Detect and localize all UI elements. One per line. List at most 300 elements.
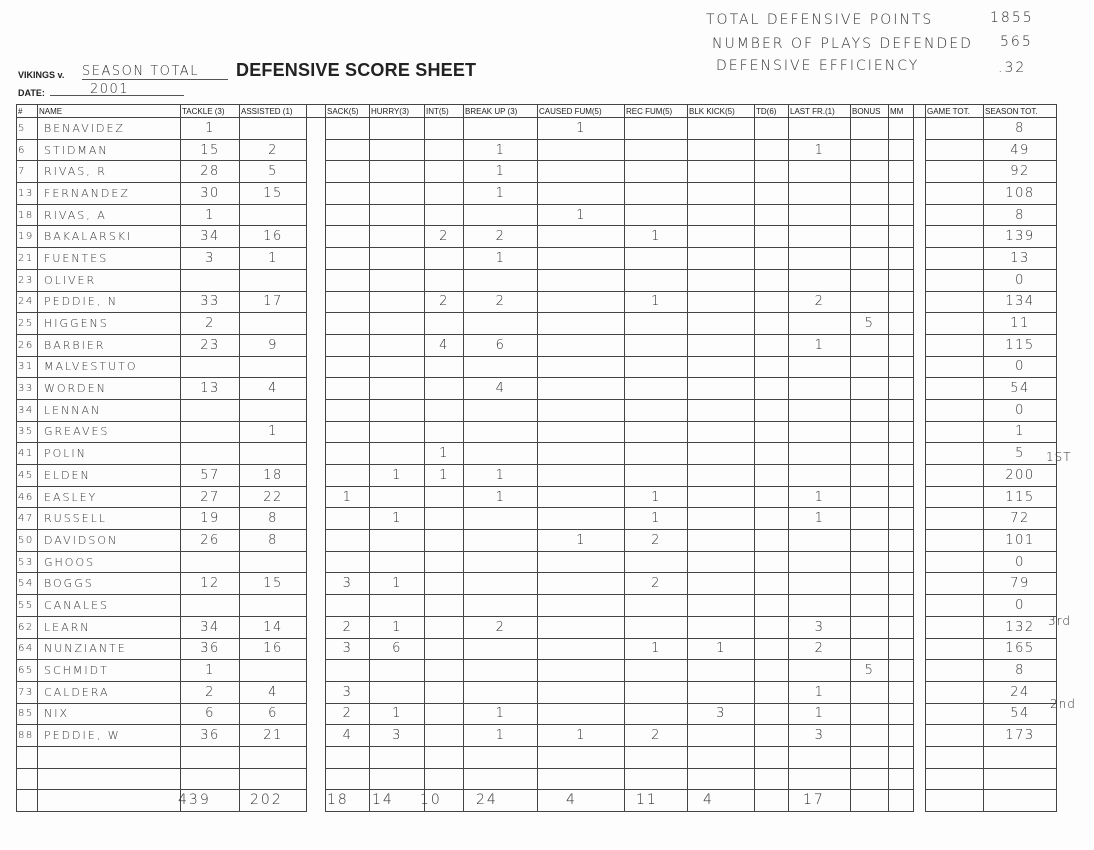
table-cell: 50 <box>17 530 38 552</box>
table-cell <box>240 204 307 226</box>
table-cell: 26 <box>17 334 38 356</box>
table-cell <box>425 161 464 183</box>
table-cell: HIGGENS <box>38 313 181 335</box>
table-cell <box>425 703 464 725</box>
table-cell <box>914 291 926 313</box>
table-cell <box>307 139 326 161</box>
table-cell <box>370 399 425 421</box>
table-cell <box>851 291 889 313</box>
table-cell <box>851 183 889 205</box>
table-cell <box>889 356 914 378</box>
table-cell: 101 <box>984 530 1057 552</box>
table-cell <box>851 204 889 226</box>
table-cell <box>755 595 789 617</box>
table-row <box>17 746 1057 768</box>
table-cell <box>326 248 370 270</box>
table-cell <box>914 161 926 183</box>
table-cell: 30 <box>181 183 240 205</box>
table-cell <box>926 248 984 270</box>
table-cell <box>914 660 926 682</box>
table-cell <box>688 378 755 400</box>
table-cell <box>625 465 688 487</box>
table-cell <box>926 790 984 812</box>
table-cell <box>181 768 240 790</box>
table-cell <box>425 530 464 552</box>
table-cell: 5 <box>17 118 38 140</box>
table-cell <box>851 378 889 400</box>
table-cell <box>889 291 914 313</box>
table-cell: 36 <box>181 638 240 660</box>
total-int: 10 <box>420 792 442 808</box>
table-cell <box>326 161 370 183</box>
table-cell <box>181 551 240 573</box>
table-cell <box>688 204 755 226</box>
table-cell <box>370 681 425 703</box>
table-cell <box>326 378 370 400</box>
table-cell <box>789 443 851 465</box>
table-row <box>17 443 1057 465</box>
table-cell <box>914 486 926 508</box>
table-cell: 21 <box>240 725 307 747</box>
summary-efficiency-value: .32 <box>998 60 1027 76</box>
table-row <box>17 638 1057 660</box>
table-cell <box>625 551 688 573</box>
table-cell <box>538 248 625 270</box>
table-row <box>17 291 1057 313</box>
table-cell <box>240 269 307 291</box>
table-cell <box>326 421 370 443</box>
table-cell <box>789 530 851 552</box>
table-cell <box>425 638 464 660</box>
table-cell <box>889 313 914 335</box>
table-cell: 1 <box>464 486 538 508</box>
table-cell <box>307 204 326 226</box>
column-header: SEASON TOT. <box>984 105 1057 118</box>
table-cell <box>370 118 425 140</box>
table-cell <box>625 334 688 356</box>
score-table <box>16 104 1057 812</box>
table-cell <box>370 291 425 313</box>
table-cell <box>688 530 755 552</box>
table-cell <box>914 356 926 378</box>
table-row <box>17 681 1057 703</box>
table-cell <box>370 161 425 183</box>
table-cell: 6 <box>181 703 240 725</box>
table-cell <box>914 378 926 400</box>
table-cell <box>538 573 625 595</box>
table-cell <box>914 681 926 703</box>
table-row <box>17 790 1057 812</box>
table-cell <box>240 595 307 617</box>
table-cell <box>538 139 625 161</box>
table-cell <box>755 638 789 660</box>
table-cell: NUNZIANTE <box>38 638 181 660</box>
table-cell <box>851 421 889 443</box>
table-cell: 54 <box>984 378 1057 400</box>
table-cell <box>370 226 425 248</box>
summary-total-points-value: 1855 <box>990 10 1034 26</box>
table-cell <box>755 269 789 291</box>
table-cell <box>370 356 425 378</box>
table-cell <box>625 313 688 335</box>
table-cell <box>425 248 464 270</box>
table-cell: 2 <box>625 530 688 552</box>
table-row <box>17 226 1057 248</box>
table-cell: 1 <box>181 204 240 226</box>
table-cell <box>789 269 851 291</box>
table-cell: PEDDIE, N <box>38 291 181 313</box>
table-cell <box>181 746 240 768</box>
table-cell: 5 <box>851 660 889 682</box>
table-cell: 1 <box>326 486 370 508</box>
table-cell <box>914 508 926 530</box>
table-cell <box>914 313 926 335</box>
table-cell <box>755 616 789 638</box>
table-cell: 1 <box>688 638 755 660</box>
table-cell: 11 <box>984 313 1057 335</box>
table-cell <box>370 269 425 291</box>
column-header: TD(6) <box>755 105 789 118</box>
table-cell: 2 <box>464 291 538 313</box>
table-cell: 34 <box>17 399 38 421</box>
table-cell <box>914 248 926 270</box>
table-cell <box>425 313 464 335</box>
table-cell <box>326 443 370 465</box>
total-caused-fum: 4 <box>566 792 577 808</box>
table-cell <box>425 551 464 573</box>
table-cell: 1 <box>984 421 1057 443</box>
table-cell <box>914 530 926 552</box>
table-row <box>17 703 1057 725</box>
table-cell <box>789 204 851 226</box>
table-cell <box>789 226 851 248</box>
table-cell <box>688 616 755 638</box>
table-cell: 3 <box>326 638 370 660</box>
table-cell <box>889 118 914 140</box>
table-cell: 1 <box>625 638 688 660</box>
table-cell <box>688 681 755 703</box>
table-cell: 8 <box>240 508 307 530</box>
table-cell <box>307 551 326 573</box>
table-cell <box>307 421 326 443</box>
table-cell: 72 <box>984 508 1057 530</box>
table-cell: 3 <box>789 725 851 747</box>
table-cell <box>307 573 326 595</box>
table-cell <box>538 616 625 638</box>
table-cell: FERNANDEZ <box>38 183 181 205</box>
table-cell <box>914 616 926 638</box>
table-cell <box>307 291 326 313</box>
table-cell <box>464 530 538 552</box>
table-cell <box>889 269 914 291</box>
table-cell <box>307 356 326 378</box>
table-cell <box>181 399 240 421</box>
table-cell: 73 <box>17 681 38 703</box>
table-cell <box>926 725 984 747</box>
column-header: INT(5) <box>425 105 464 118</box>
table-cell: 1 <box>425 443 464 465</box>
total-rec-fum: 11 <box>636 792 658 808</box>
table-cell <box>926 746 984 768</box>
table-cell <box>38 790 181 812</box>
table-cell: 134 <box>984 291 1057 313</box>
column-header: GAME TOT. <box>926 105 984 118</box>
table-cell: LEARN <box>38 616 181 638</box>
table-cell <box>755 746 789 768</box>
table-cell <box>755 790 789 812</box>
table-cell: BOGGS <box>38 573 181 595</box>
table-cell: ELDEN <box>38 465 181 487</box>
table-cell <box>926 530 984 552</box>
table-cell <box>240 356 307 378</box>
table-cell: 4 <box>240 681 307 703</box>
table-cell <box>926 334 984 356</box>
table-cell: BAKALARSKI <box>38 226 181 248</box>
table-cell <box>688 269 755 291</box>
table-cell <box>755 139 789 161</box>
table-cell <box>851 356 889 378</box>
player-rows <box>17 118 1057 812</box>
table-cell <box>538 660 625 682</box>
table-row <box>17 725 1057 747</box>
table-cell: 28 <box>181 161 240 183</box>
table-cell <box>464 660 538 682</box>
table-cell: 19 <box>181 508 240 530</box>
table-cell: 6 <box>17 139 38 161</box>
table-cell: 54 <box>984 703 1057 725</box>
table-cell <box>307 443 326 465</box>
table-row <box>17 118 1057 140</box>
table-cell: 31 <box>17 356 38 378</box>
table-cell: 33 <box>17 378 38 400</box>
table-cell: 165 <box>984 638 1057 660</box>
table-cell <box>889 681 914 703</box>
table-cell <box>851 443 889 465</box>
table-cell <box>240 660 307 682</box>
table-cell <box>181 356 240 378</box>
table-cell <box>755 725 789 747</box>
table-cell <box>240 768 307 790</box>
table-cell: 3 <box>181 248 240 270</box>
table-cell: 115 <box>984 334 1057 356</box>
table-cell <box>688 139 755 161</box>
table-cell <box>625 595 688 617</box>
table-cell <box>926 183 984 205</box>
table-cell <box>851 595 889 617</box>
rank-note-nunziante: 3rd <box>1048 614 1071 628</box>
table-cell <box>625 421 688 443</box>
column-header: CAUSED FUM(5) <box>538 105 625 118</box>
table-cell <box>326 356 370 378</box>
table-cell: 2 <box>425 226 464 248</box>
table-cell <box>755 378 789 400</box>
table-cell: 25 <box>17 313 38 335</box>
table-cell: 2 <box>181 313 240 335</box>
table-cell <box>538 378 625 400</box>
table-cell <box>625 139 688 161</box>
table-cell: POLIN <box>38 443 181 465</box>
table-cell <box>326 660 370 682</box>
table-cell <box>688 551 755 573</box>
table-cell <box>914 595 926 617</box>
table-cell <box>326 226 370 248</box>
table-cell: 13 <box>984 248 1057 270</box>
table-cell: 1 <box>240 421 307 443</box>
table-cell <box>755 313 789 335</box>
table-cell: 1 <box>464 465 538 487</box>
table-cell <box>755 486 789 508</box>
table-cell: 79 <box>984 573 1057 595</box>
table-cell <box>307 616 326 638</box>
table-cell: 8 <box>984 118 1057 140</box>
table-row <box>17 660 1057 682</box>
total-blk-kick: 4 <box>703 792 714 808</box>
table-cell <box>851 334 889 356</box>
table-cell: 15 <box>181 139 240 161</box>
table-cell <box>789 746 851 768</box>
table-cell: 45 <box>17 465 38 487</box>
table-cell <box>326 118 370 140</box>
table-cell <box>755 356 789 378</box>
table-cell: 15 <box>240 183 307 205</box>
date-value: 2001 <box>90 82 130 97</box>
table-cell <box>538 443 625 465</box>
table-cell <box>926 269 984 291</box>
table-cell: 2 <box>181 681 240 703</box>
table-cell <box>625 443 688 465</box>
table-cell <box>326 204 370 226</box>
table-cell <box>425 616 464 638</box>
table-cell <box>307 161 326 183</box>
table-cell <box>625 746 688 768</box>
table-cell <box>926 378 984 400</box>
table-cell <box>625 161 688 183</box>
table-cell <box>926 421 984 443</box>
table-cell <box>688 356 755 378</box>
table-cell <box>425 183 464 205</box>
table-cell <box>851 269 889 291</box>
table-cell <box>914 204 926 226</box>
table-cell <box>688 725 755 747</box>
table-cell <box>326 746 370 768</box>
table-cell <box>688 291 755 313</box>
table-cell <box>538 746 625 768</box>
table-cell: 26 <box>181 530 240 552</box>
column-header: MM <box>889 105 914 118</box>
summary-total-points-label: TOTAL DEFENSIVE POINTS <box>706 12 934 28</box>
table-cell <box>326 183 370 205</box>
table-cell <box>326 595 370 617</box>
table-row <box>17 399 1057 421</box>
table-cell <box>889 573 914 595</box>
table-cell <box>538 638 625 660</box>
table-cell: 17 <box>240 291 307 313</box>
table-cell <box>538 595 625 617</box>
column-header: BREAK UP (3) <box>464 105 538 118</box>
table-cell <box>688 790 755 812</box>
table-cell: 1 <box>538 530 625 552</box>
table-cell: 1 <box>464 725 538 747</box>
table-cell <box>914 465 926 487</box>
table-cell <box>464 595 538 617</box>
table-cell <box>464 681 538 703</box>
table-cell <box>688 226 755 248</box>
table-cell <box>17 768 38 790</box>
table-cell <box>851 768 889 790</box>
table-cell <box>17 790 38 812</box>
table-cell: BENAVIDEZ <box>38 118 181 140</box>
table-cell <box>464 399 538 421</box>
table-cell <box>625 183 688 205</box>
table-cell <box>755 508 789 530</box>
table-cell <box>625 660 688 682</box>
table-cell <box>307 638 326 660</box>
table-cell: 23 <box>181 334 240 356</box>
table-cell <box>370 378 425 400</box>
table-cell <box>755 248 789 270</box>
table-cell <box>889 746 914 768</box>
table-cell <box>926 595 984 617</box>
table-cell <box>538 269 625 291</box>
table-cell <box>464 790 538 812</box>
table-cell <box>538 508 625 530</box>
table-cell: 0 <box>984 269 1057 291</box>
table-cell <box>538 399 625 421</box>
table-cell <box>326 334 370 356</box>
table-cell <box>38 768 181 790</box>
total-break-up: 24 <box>476 792 498 808</box>
table-row <box>17 334 1057 356</box>
table-cell: 1 <box>464 248 538 270</box>
table-row <box>17 313 1057 335</box>
table-cell <box>755 291 789 313</box>
table-cell <box>889 616 914 638</box>
table-cell <box>425 269 464 291</box>
table-cell <box>789 356 851 378</box>
table-cell <box>889 638 914 660</box>
table-cell <box>889 248 914 270</box>
table-cell <box>914 638 926 660</box>
table-cell: 24 <box>17 291 38 313</box>
rank-note-elden: 1ST <box>1046 450 1072 464</box>
table-cell <box>851 551 889 573</box>
table-cell <box>538 551 625 573</box>
table-cell <box>755 465 789 487</box>
table-cell <box>326 313 370 335</box>
table-cell: 4 <box>425 334 464 356</box>
table-cell <box>789 465 851 487</box>
table-cell <box>464 508 538 530</box>
table-cell: 1 <box>789 508 851 530</box>
table-cell <box>889 421 914 443</box>
table-cell <box>425 681 464 703</box>
table-cell <box>464 638 538 660</box>
table-cell <box>307 118 326 140</box>
table-cell <box>326 768 370 790</box>
table-cell <box>307 790 326 812</box>
table-cell <box>307 768 326 790</box>
table-cell: 5 <box>984 443 1057 465</box>
table-cell <box>181 421 240 443</box>
table-cell: CALDERA <box>38 681 181 703</box>
table-cell: 2 <box>240 139 307 161</box>
table-cell: 19 <box>17 226 38 248</box>
table-cell <box>889 465 914 487</box>
table-cell <box>538 486 625 508</box>
table-cell: RIVAS, A <box>38 204 181 226</box>
table-cell: 35 <box>17 421 38 443</box>
table-cell <box>625 768 688 790</box>
